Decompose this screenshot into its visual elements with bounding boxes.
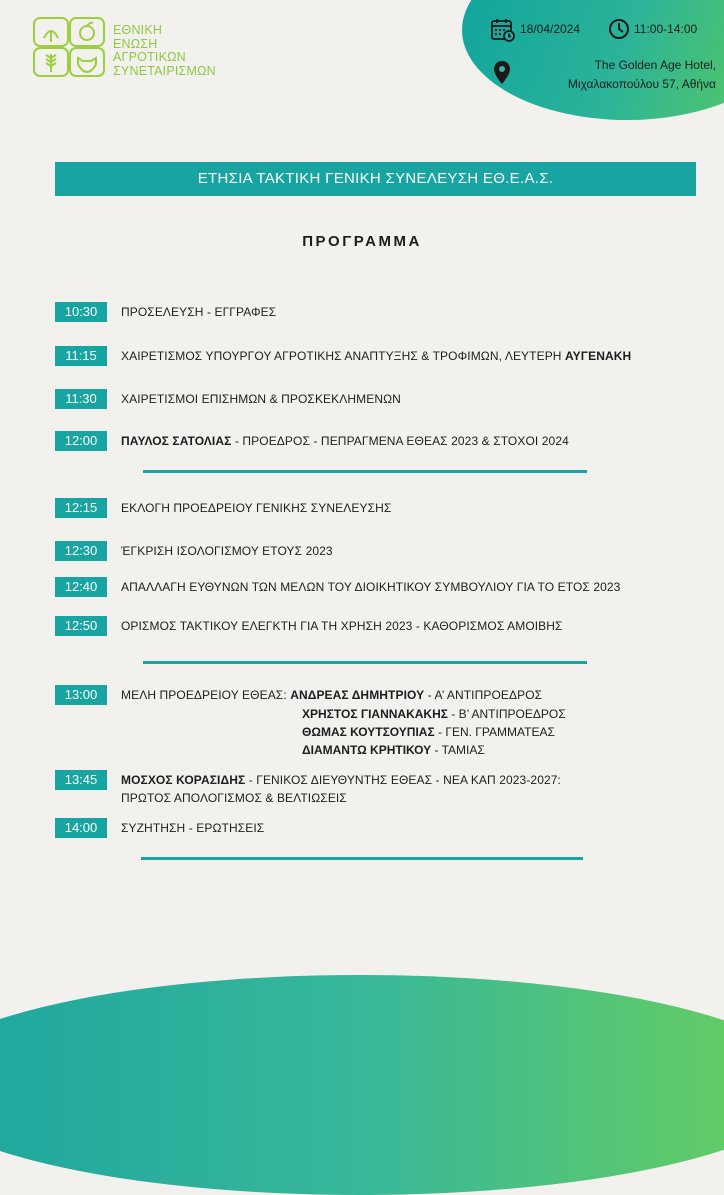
schedule-description: ΕΚΛΟΓΗ ΠΡΟΕΔΡΕΙΟΥ ΓΕΝΙΚΗΣ ΣΥΝΕΛΕΥΣΗΣ (121, 501, 392, 515)
venue-line-2: Μιχαλακοπούλου 57, Αθήνα (567, 77, 716, 91)
schedule-description: ΈΓΚΡΙΣΗ ΙΣΟΛΟΓΙΣΜΟΥ ΕΤΟΥΣ 2023 (121, 544, 333, 558)
minister-name: ΑΥΓΕΝΑΚΗ (565, 349, 632, 363)
time-badge: 13:00 (55, 685, 107, 705)
calendar-icon (490, 17, 516, 48)
member-name: ΘΩΜΑΣ ΚΟΥΤΣΟΥΠΙΑΣ (302, 725, 435, 739)
description-text: - ΠΡΟΕΔΡΟΣ - ΠΕΠΡΑΓΜΕΝΑ ΕΘΕΑΣ 2023 & ΣΤΟΧΟΙ 2024 (231, 434, 569, 448)
logo-line-3: ΑΓΡΟΤΙΚΩΝ (113, 50, 186, 64)
time-badge: 11:30 (55, 389, 107, 409)
schedule-description (121, 434, 569, 448)
section-divider (143, 661, 587, 664)
time-badge: 12:30 (55, 541, 107, 561)
time-badge: 14:00 (55, 818, 107, 838)
schedule-description: ΟΡΙΣΜΟΣ ΤΑΚΤΙΚΟΥ ΕΛΕΓΚΤΗ ΓΙΑ ΤΗ ΧΡΗΣΗ 2023 - ΚΑΘΟΡΙΣΜΟΣ ΑΜΟΙΒΗΣ (121, 619, 563, 633)
organization-logo (30, 14, 230, 84)
board-member-4 (302, 743, 485, 757)
speaker-name: ΠΑΥΛΟΣ ΣΑΤΟΛΙΑΣ (121, 434, 232, 448)
section-divider (143, 470, 587, 473)
time-badge: 13:45 (55, 770, 107, 790)
schedule-description-line-2: ΠΡΩΤΟΣ ΑΠΟΛΟΓΙΣΜΟΣ & ΒΕΛΤΙΩΣΕΙΣ (121, 791, 347, 805)
event-date: 18/04/2024 (520, 22, 581, 36)
member-role: - Β’ ΑΝΤΙΠΡΟΕΔΡΟΣ (447, 707, 566, 721)
event-venue (516, 56, 716, 94)
time-badge: 12:40 (55, 577, 107, 597)
member-role: - ΤΑΜΙΑΣ (431, 743, 485, 757)
time-badge: 12:00 (55, 431, 107, 451)
member-name: ΧΡΗΣΤΟΣ ΓΙΑΝΝΑΚΑΚΗΣ (302, 707, 448, 721)
logo-emblem-icon (30, 14, 108, 80)
logo-text (113, 24, 216, 78)
event-date-time (490, 17, 720, 43)
time-badge: 12:15 (55, 498, 107, 518)
member-name: ΑΝΔΡΕΑΣ ΔΗΜΗΤΡΙΟΥ (290, 688, 425, 702)
schedule-description (121, 688, 542, 702)
schedule-description (121, 349, 631, 363)
schedule-description: ΑΠΑΛΛΑΓΗ ΕΥΘΥΝΩΝ ΤΩΝ ΜΕΛΩΝ ΤΟΥ ΔΙΟΙΚΗΤΙΚΟΥ ΣΥΜΒΟΥΛΙΟΥ ΓΙΑ ΤΟ ΕΤΟΣ 2023 (121, 580, 621, 594)
bottom-decorative-wave (0, 975, 724, 1195)
clock-icon (608, 18, 630, 45)
member-name: ΔΙΑΜΑΝΤΩ ΚΡΗΤΙΚΟΥ (302, 743, 432, 757)
logo-line-1: ΕΘΝΙΚΗ (113, 23, 163, 37)
schedule-description: ΧΑΙΡΕΤΙΣΜΟΙ ΕΠΙΣΗΜΩΝ & ΠΡΟΣΚΕΚΛΗΜΕΝΩΝ (121, 392, 401, 406)
program-heading: ΠΡΟΓΡΑΜΜΑ (302, 233, 422, 250)
meeting-title-banner: ΕΤΗΣΙΑ ΤΑΚΤΙΚΗ ΓΕΝΙΚΗ ΣΥΝΕΛΕΥΣΗ ΕΘ.Ε.Α.Σ. (55, 162, 696, 196)
board-member-3 (302, 725, 555, 739)
board-member-2 (302, 707, 566, 721)
event-time: 11:00-14:00 (634, 22, 698, 36)
schedule-item-1345 (55, 770, 715, 810)
section-divider (141, 857, 583, 860)
location-pin-icon (493, 60, 511, 91)
schedule-description: ΠΡΟΣΕΛΕΥΣΗ - ΕΓΓΡΑΦΕΣ (121, 305, 277, 319)
schedule-description: ΣΥΖΗΤΗΣΗ - ΕΡΩΤΗΣΕΙΣ (121, 821, 265, 835)
speaker-name: ΜΟΣΧΟΣ ΚΟΡΑΣΙΔΗΣ (121, 773, 246, 787)
time-badge: 12:50 (55, 616, 107, 636)
logo-line-2: ΕΝΩΣΗ (113, 36, 158, 51)
schedule-description (121, 773, 561, 787)
description-text: ΧΑΙΡΕΤΙΣΜΟΣ ΥΠΟΥΡΓΟΥ ΑΓΡΟΤΙΚΗΣ ΑΝΑΠΤΥΞΗΣ & ΤΡΟΦΙΜΩΝ, ΛΕΥΤΕΡΗ (121, 349, 565, 363)
time-badge: 11:15 (55, 346, 107, 366)
member-role: - ΓΕΝ. ΓΡΑΜΜΑΤΕΑΣ (434, 725, 555, 739)
logo-line-4: ΣΥΝΕΤΑΙΡΙΣΜΩΝ (113, 63, 216, 78)
time-badge: 10:30 (55, 302, 107, 322)
description-text: - ΓΕΝΙΚΟΣ ΔΙΕΥΘΥΝΤΗΣ ΕΘΕΑΣ - ΝΕΑ ΚΑΠ 2023-2027: (245, 773, 561, 787)
member-role: - Α’ ΑΝΤΙΠΡΟΕΔΡΟΣ (424, 688, 543, 702)
description-text: ΜΕΛΗ ΠΡΟΕΔΡΕΙΟΥ ΕΘΕΑΣ: (121, 688, 291, 702)
venue-line-1: The Golden Age Hotel, (594, 58, 716, 72)
